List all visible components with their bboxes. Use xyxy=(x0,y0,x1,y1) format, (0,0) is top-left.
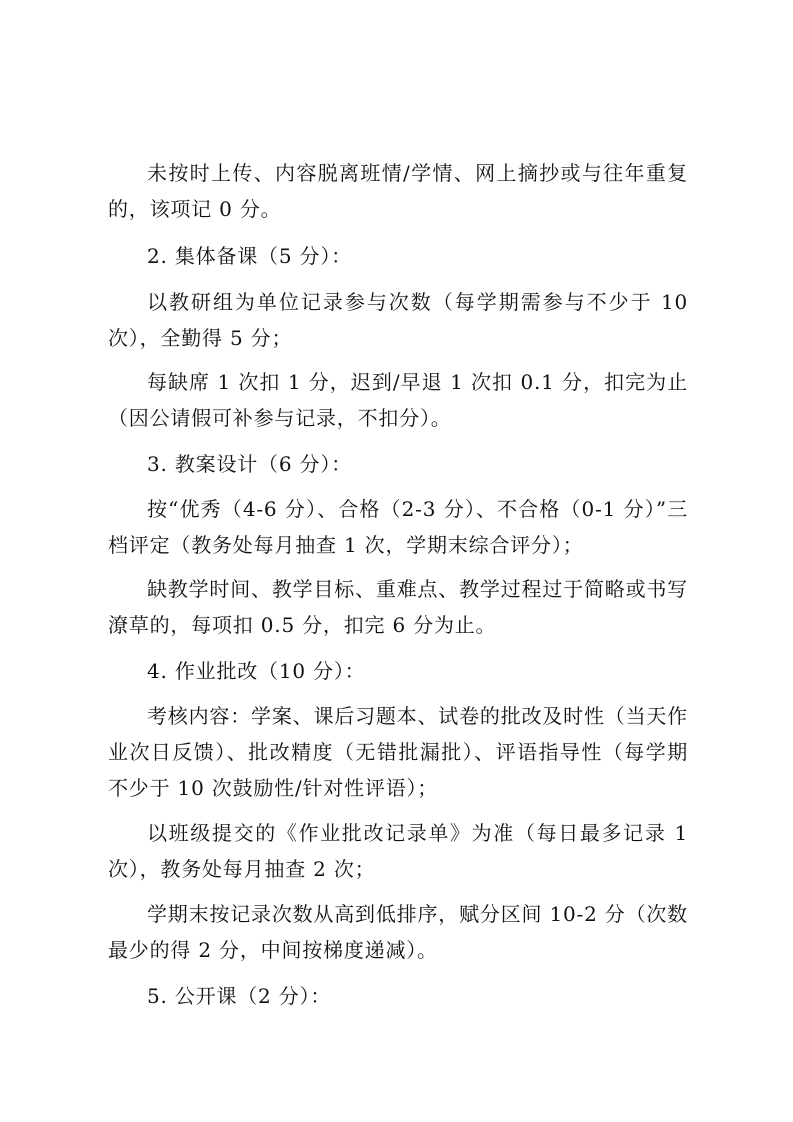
section-heading-open-class: 5. 公开课（2 分）： xyxy=(147,984,332,1008)
paragraph-homework-content: 考核内容：学案、课后习题本、试卷的批改及时性（当天作业次日反馈）、批改精度（无错批漏批）、评语指导性（每学期不少于 10 次鼓励性/针对性评语）； xyxy=(108,704,688,800)
section-heading-homework-marking: 4. 作业批改（10 分）： xyxy=(147,659,366,683)
section-heading-lesson-plan-design: 3. 教案设计（6 分）： xyxy=(147,452,352,476)
paragraph-homework-scoring: 学期末按记录次数从高到低排序，赋分区间 10-2 分（次数最少的得 2 分，中间按梯度递减）。 xyxy=(108,902,688,962)
section-heading-collective-lesson-prep: 2. 集体备课（5 分）： xyxy=(147,244,352,268)
paragraph-lesson-plan-grading: 按“优秀（4-6 分）、合格（2-3 分）、不合格（0-1 分）”三档评定（教务处每月抽查 1 次，学期末综合评分）； xyxy=(108,497,688,557)
paragraph-homework-records: 以班级提交的《作业批改记录单》为准（每日最多记录 1 次），教务处每月抽查 2 次； xyxy=(108,821,688,881)
paragraph-lesson-plan-deductions: 缺教学时间、教学目标、重难点、教学过程过于简略或书写潦草的，每项扣 0.5 分，扣完 6 分为止。 xyxy=(108,577,688,637)
paragraph-collective-prep-deductions: 每缺席 1 次扣 1 分，迟到/早退 1 次扣 0.1 分，扣完为止（因公请假可补参与记录，不扣分）。 xyxy=(108,370,688,430)
paragraph-collective-prep-attendance: 以教研组为单位记录参与次数（每学期需参与不少于 10 次），全勤得 5 分； xyxy=(108,290,688,350)
paragraph-upload-rule: 未按时上传、内容脱离班情/学情、网上摘抄或与往年重复的，该项记 0 分。 xyxy=(108,161,688,221)
